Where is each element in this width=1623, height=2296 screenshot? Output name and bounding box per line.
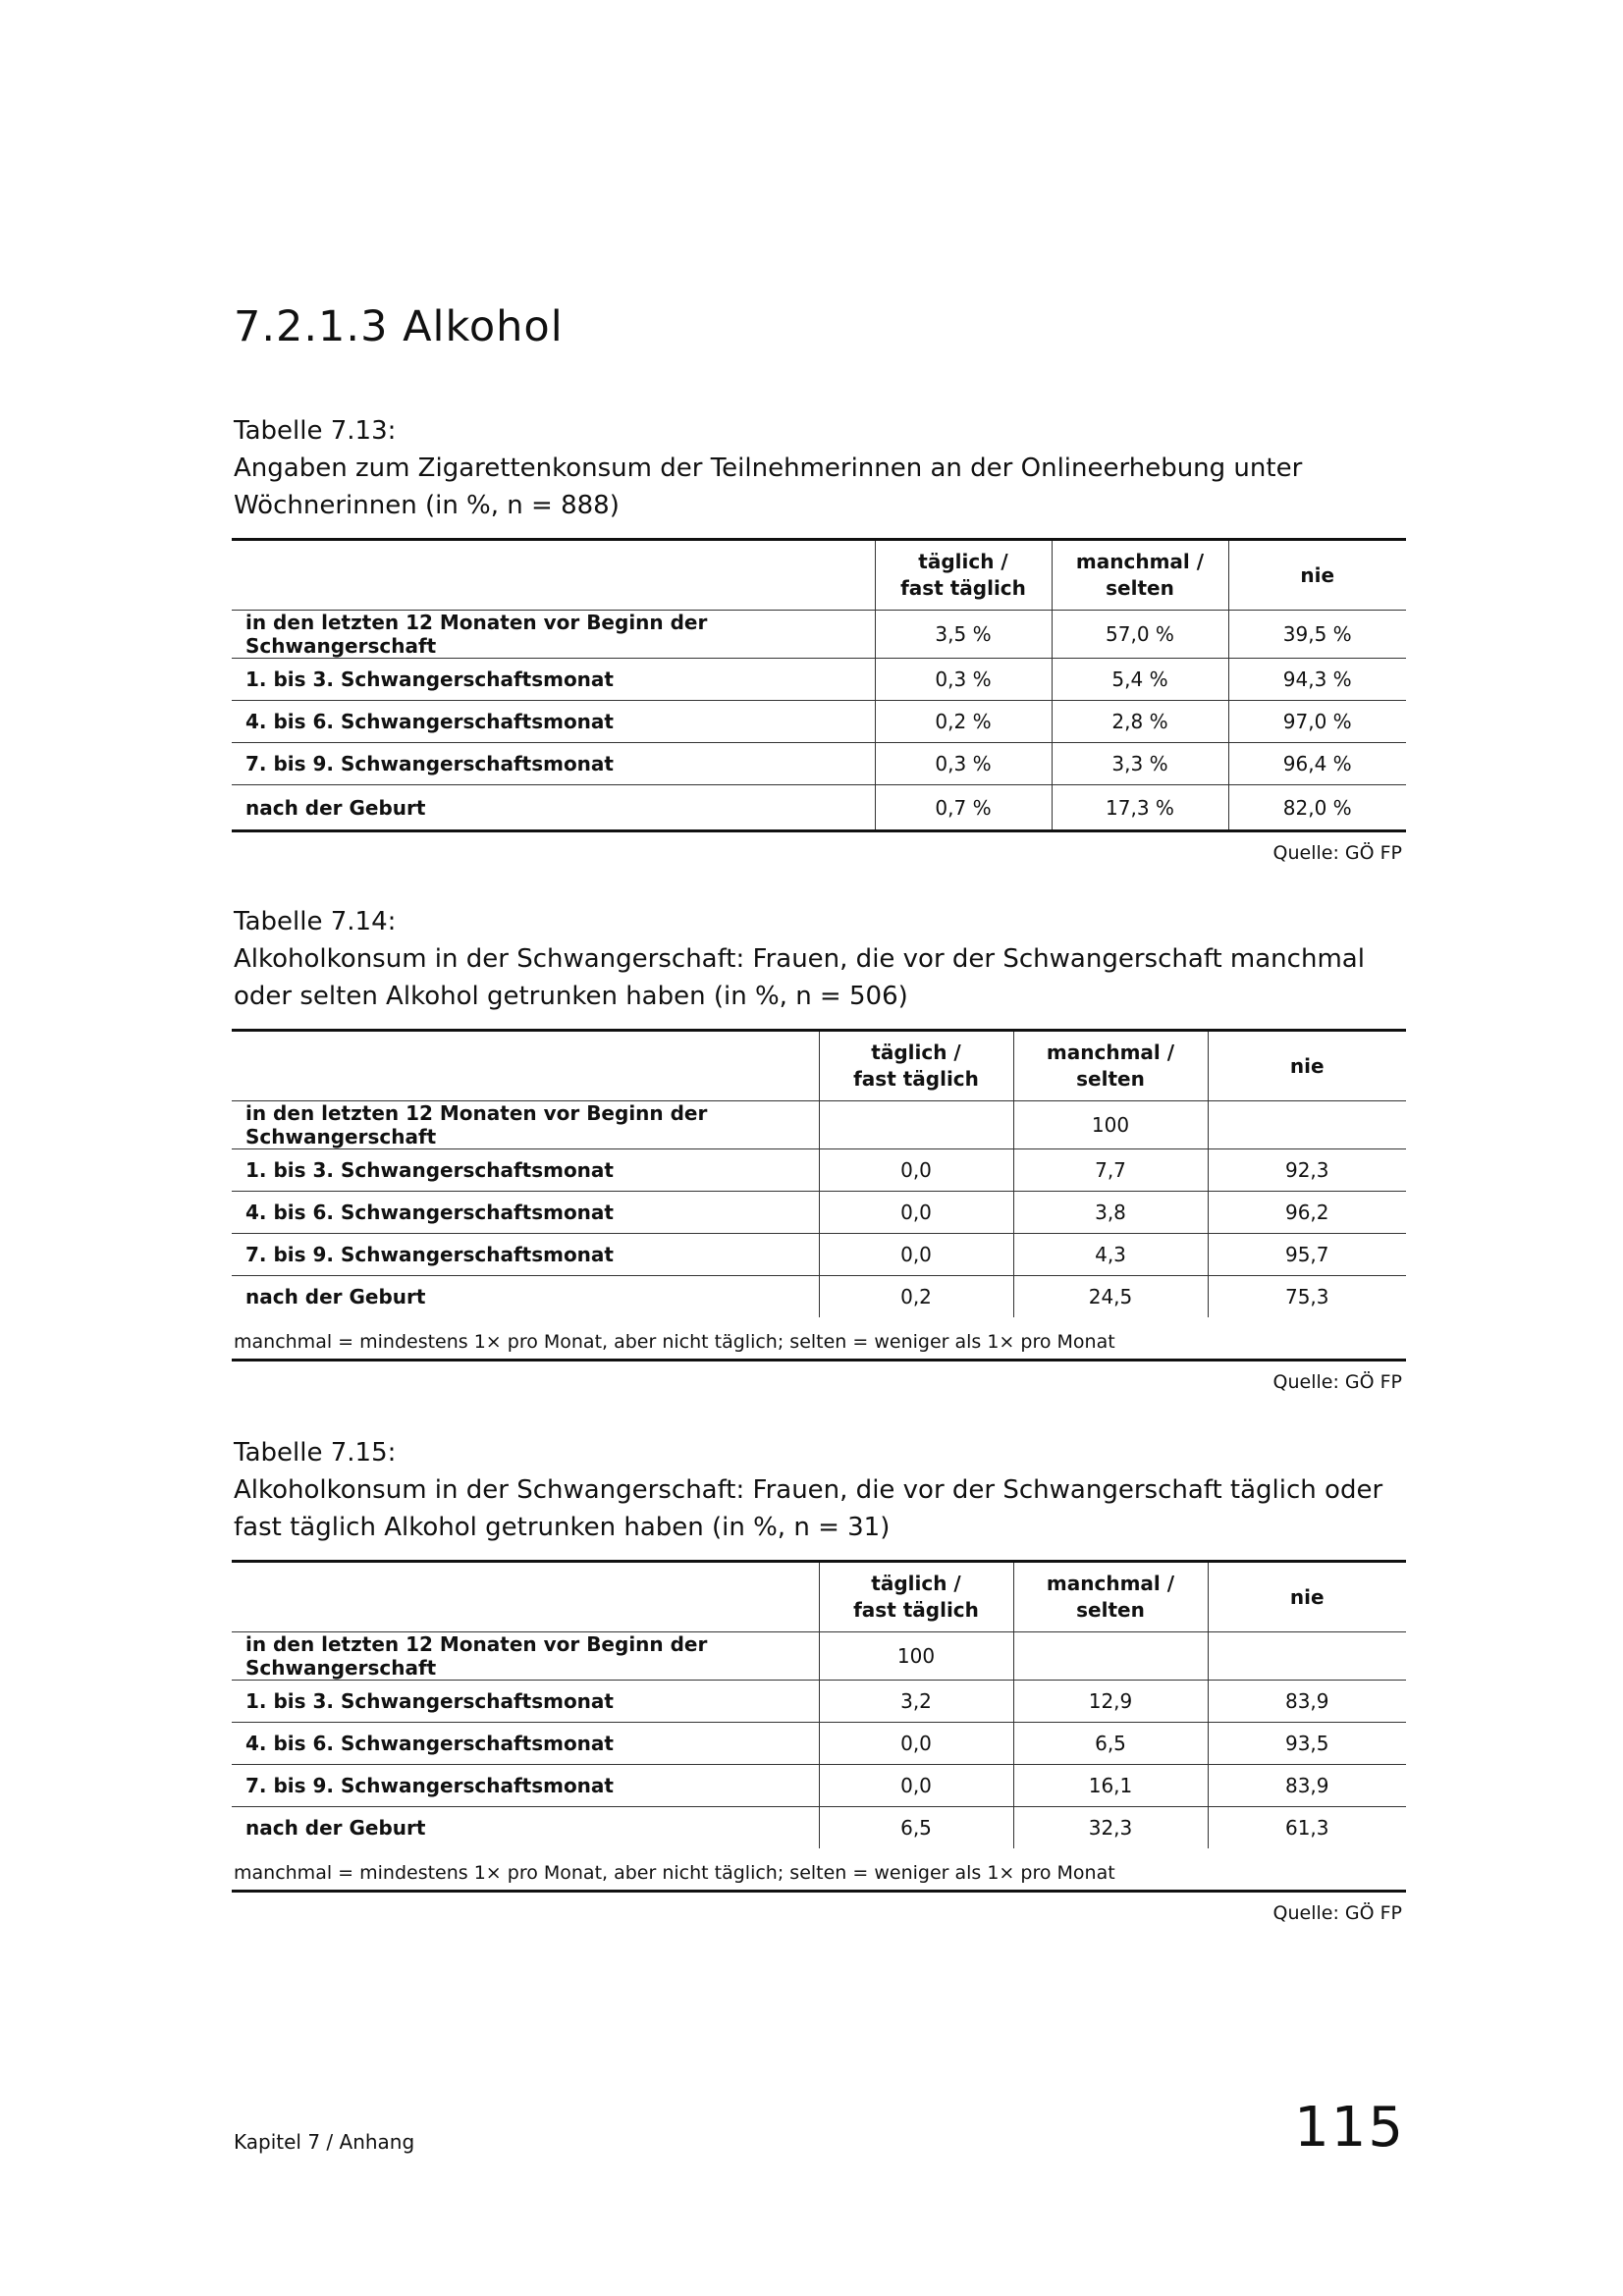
- cell-never: 39,5 %: [1228, 611, 1406, 659]
- row-label: nach der Geburt: [245, 795, 426, 820]
- section-heading: 7.2.1.3 Alkohol: [234, 302, 564, 351]
- cell-never: 75,3: [1208, 1276, 1406, 1318]
- header-never: nie: [1228, 540, 1406, 611]
- table-7-13-block: [232, 412, 1406, 864]
- cell-daily: 0,7 %: [875, 785, 1052, 830]
- cell-sometimes: 2,8 %: [1052, 701, 1228, 743]
- row-label: in den letzten 12 Monaten vor Beginn der Schwangerschaft: [232, 1101, 819, 1149]
- table-row: [232, 1149, 1406, 1192]
- cell-daily: 0,3 %: [875, 743, 1052, 785]
- cell-never: 83,9: [1208, 1681, 1406, 1723]
- cell-daily: 0,2 %: [875, 701, 1052, 743]
- cell-daily: 6,5: [819, 1807, 1013, 1849]
- table-row: [232, 743, 1406, 785]
- row-label: 7. bis 9. Schwangerschaftsmonat: [232, 743, 875, 785]
- cell-never: 83,9: [1208, 1765, 1406, 1807]
- table-bottom-rule: [232, 1359, 1406, 1362]
- header-daily: täglich / fast täglich: [819, 1031, 1013, 1101]
- cell-sometimes: 3,3 %: [1052, 743, 1228, 785]
- cell-never: 94,3 %: [1228, 659, 1406, 701]
- table-row: [232, 611, 1406, 659]
- cell-sometimes: 17,3 %: [1052, 785, 1228, 830]
- table-title: Alkoholkonsum in der Schwangerschaft: Frauen, die vor der Schwangerschaft täglich oder fast täglich Alkohol getrunken haben (in %, n = 31): [234, 1475, 1383, 1542]
- header-daily: täglich / fast täglich: [875, 540, 1052, 611]
- row-label: 4. bis 6. Schwangerschaftsmonat: [232, 1723, 819, 1765]
- cell-sometimes: 4,3: [1013, 1234, 1208, 1276]
- cell-sometimes: 7,7: [1013, 1149, 1208, 1192]
- row-label: 1. bis 3. Schwangerschaftsmonat: [232, 659, 875, 701]
- table-header-row: [232, 1031, 1406, 1101]
- header-daily: täglich / fast täglich: [819, 1562, 1013, 1632]
- table-bottom-rule: [232, 829, 1406, 832]
- cell-sometimes: 5,4 %: [1052, 659, 1228, 701]
- cell-daily: 0,0: [819, 1234, 1013, 1276]
- table-7-14-block: [232, 903, 1406, 1393]
- row-label: in den letzten 12 Monaten vor Beginn der Schwangerschaft: [232, 611, 875, 659]
- row-label: nach der Geburt: [245, 1285, 426, 1308]
- table-note: manchmal = mindestens 1× pro Monat, aber nicht täglich; selten = weniger als 1× pro Monat: [234, 1331, 1115, 1353]
- header-never: nie: [1208, 1031, 1406, 1101]
- cell-never: 61,3: [1208, 1807, 1406, 1849]
- header-sometimes: manchmal / selten: [1013, 1562, 1208, 1632]
- table-row: [232, 1101, 1406, 1149]
- table-row: [232, 1234, 1406, 1276]
- row-label: in den letzten 12 Monaten vor Beginn der Schwangerschaft: [232, 1632, 819, 1681]
- table-source: Quelle: GÖ FP: [1272, 1902, 1402, 1924]
- header-sometimes: manchmal / selten: [1013, 1031, 1208, 1101]
- cell-never: 95,7: [1208, 1234, 1406, 1276]
- cell-daily: 3,2: [819, 1681, 1013, 1723]
- table-header-row: [232, 540, 1406, 611]
- cell-never: 96,2: [1208, 1192, 1406, 1234]
- data-table: [232, 538, 1406, 829]
- header-empty: [232, 1031, 819, 1101]
- page-number: 115: [1294, 2096, 1405, 2160]
- cell-never: [1208, 1632, 1406, 1681]
- table-row: [232, 701, 1406, 743]
- cell-sometimes: 57,0 %: [1052, 611, 1228, 659]
- table-row: [232, 785, 1406, 830]
- table-bottom-rule: [232, 1890, 1406, 1893]
- cell-daily: 0,0: [819, 1192, 1013, 1234]
- data-table: [232, 1029, 1406, 1317]
- table-7-15-block: [232, 1434, 1406, 1924]
- table-row: [232, 1765, 1406, 1807]
- header-empty: [232, 540, 875, 611]
- table-row: [232, 659, 1406, 701]
- row-label: 1. bis 3. Schwangerschaftsmonat: [232, 1149, 819, 1192]
- table-source: Quelle: GÖ FP: [1272, 1371, 1402, 1393]
- cell-sometimes: 100: [1013, 1101, 1208, 1149]
- table-header-row: [232, 1562, 1406, 1632]
- table-row: [232, 1807, 1406, 1849]
- cell-daily: 0,2: [819, 1276, 1013, 1318]
- cell-daily: 100: [819, 1632, 1013, 1681]
- cell-daily: 0,0: [819, 1723, 1013, 1765]
- cell-never: 97,0 %: [1228, 701, 1406, 743]
- cell-sometimes: 3,8: [1013, 1192, 1208, 1234]
- cell-daily: 0,0: [819, 1765, 1013, 1807]
- cell-sometimes: 16,1: [1013, 1765, 1208, 1807]
- data-table: [232, 1560, 1406, 1848]
- cell-daily: 0,0: [819, 1149, 1013, 1192]
- table-row: [232, 1276, 1406, 1318]
- cell-daily: [819, 1101, 1013, 1149]
- cell-sometimes: 12,9: [1013, 1681, 1208, 1723]
- table-source: Quelle: GÖ FP: [1272, 842, 1402, 864]
- table-label: Tabelle 7.13:: [234, 416, 397, 446]
- cell-sometimes: 32,3: [1013, 1807, 1208, 1849]
- row-label: 1. bis 3. Schwangerschaftsmonat: [232, 1681, 819, 1723]
- cell-never: 96,4 %: [1228, 743, 1406, 785]
- cell-sometimes: 24,5: [1013, 1276, 1208, 1318]
- table-title: Alkoholkonsum in der Schwangerschaft: Frauen, die vor der Schwangerschaft manchmal oder selten Alkohol getrunken haben (in %, n = 506): [234, 944, 1365, 1011]
- header-empty: [232, 1562, 819, 1632]
- cell-daily: 3,5 %: [875, 611, 1052, 659]
- table-title: Angaben zum Zigarettenkonsum der Teilnehmerinnen an der Onlineerhebung unter Wöchnerinnen (in %, n = 888): [234, 454, 1303, 520]
- cell-never: 92,3: [1208, 1149, 1406, 1192]
- table-label: Tabelle 7.14:: [234, 907, 397, 936]
- row-label: nach der Geburt: [245, 1816, 426, 1840]
- cell-never: 82,0 %: [1228, 785, 1406, 830]
- row-label: 4. bis 6. Schwangerschaftsmonat: [232, 1192, 819, 1234]
- cell-sometimes: [1013, 1632, 1208, 1681]
- table-row: [232, 1632, 1406, 1681]
- table-note: manchmal = mindestens 1× pro Monat, aber nicht täglich; selten = weniger als 1× pro Monat: [234, 1862, 1115, 1884]
- footer-chapter: Kapitel 7 / Anhang: [234, 2130, 415, 2154]
- cell-never: [1208, 1101, 1406, 1149]
- table-label: Tabelle 7.15:: [234, 1438, 397, 1468]
- header-sometimes: manchmal / selten: [1052, 540, 1228, 611]
- table-row: [232, 1681, 1406, 1723]
- cell-daily: 0,3 %: [875, 659, 1052, 701]
- row-label: 4. bis 6. Schwangerschaftsmonat: [232, 701, 875, 743]
- row-label: 7. bis 9. Schwangerschaftsmonat: [232, 1765, 819, 1807]
- cell-never: 93,5: [1208, 1723, 1406, 1765]
- header-never: nie: [1208, 1562, 1406, 1632]
- table-row: [232, 1192, 1406, 1234]
- row-label: 7. bis 9. Schwangerschaftsmonat: [232, 1234, 819, 1276]
- table-row: [232, 1723, 1406, 1765]
- cell-sometimes: 6,5: [1013, 1723, 1208, 1765]
